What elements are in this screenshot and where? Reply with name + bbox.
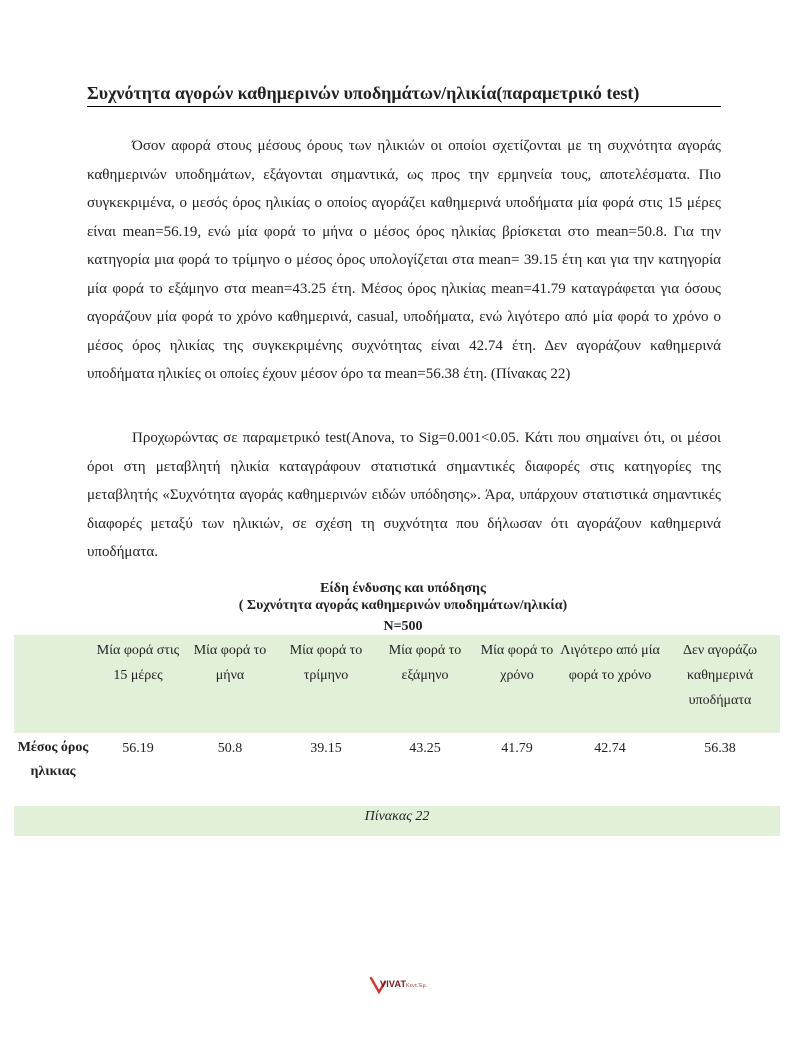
logo-brand: VIVAT xyxy=(380,979,407,989)
table-header-cell: Μία φορά στις 15 μέρες xyxy=(92,635,184,733)
table-header-cell: Μία φορά το μήνα xyxy=(184,635,276,733)
table-caption-sample-size: N=500 xyxy=(383,619,423,634)
row-label: Μέσος όρος ηλικιας xyxy=(17,740,89,779)
paragraph-results-text: Όσον αφορά στους μέσους όρους των ηλικιών οι οποίοι σχετίζονται με τη συχνότητα αγοράς καθημερινών υποδημάτων, εξάγονται σημαντικά, ως προς την ερμηνεία τους, αποτελέσματα. Πιο συγκεκριμένα, ο μεσός όρος ηλικίας ο οποίος αγοράζει καθημερινά υποδήματα μία φορά στις 15 μέρες είναι mean=56.19, ενώ μία φορά το μήνα ο μέσος όρος ηλικίας βρίσκεται στο mean=50.8. Για την κατηγορία μια φορά το τρίμηνο ο μέσος όρος υπολογίζεται στα mean= 39.15 έτη και για την κατηγορία μία φορά το εξάμηνο στα mean=43.25 έτη. Μέσος όρος ηλικίας mean=41.79 καταγράφεται για όσους αγοράζουν μία φορά το χρόνο καθημερινά, casual, υποδήματα, ενώ λιγότερο από μία φορά το χρόνο ο μέσος όρος ηλικίας της συγκεκριμένης συχνότητας είναι 42.74 έτη. Δεν αγοράζουν καθημερινά υποδήματα ηλικίες οι οποίες έχουν μέσον όρο τα mean=56.38 έτη. (Πίνακας 22) xyxy=(87,138,721,382)
table-header-cell: Μία φορά το εξάμηνο xyxy=(376,635,474,733)
results-table xyxy=(14,635,780,836)
table-row xyxy=(14,733,780,806)
table-footer-label: Πίνακας 22 xyxy=(14,806,780,836)
paragraph-anova-text: Προχωρώντας σε παραμετρικό test(Anova, το Sig=0.001<0.05. Κάτι που σημαίνει ότι, οι μέσοι όροι στη μεταβλητή ηλικία καταγράφουν στατιστικά σημαντικές διαφορές στις κατηγορίες της μεταβλητής «Συχνότητα αγοράς καθημερινών ειδών υπόδησης». Άρα, υπάρχουν στατιστικά σημαντικές διαφορές μεταξύ των ηλικιών, σε σχέση τη συχνότητα που δήλωσαν ότι αγοράζουν καθημερινά υποδήματα. xyxy=(87,430,721,560)
table-caption-subtitle: ( Συχνότητα αγοράς καθημερινών υποδημάτων/ηλικία) xyxy=(238,598,568,613)
table-cell: 42.74 xyxy=(594,741,626,756)
table-header-cell: Μία φορά το χρόνο xyxy=(474,635,560,733)
table-header-row xyxy=(14,635,780,733)
table-cell: 43.25 xyxy=(409,741,441,756)
table-cell: 50.8 xyxy=(217,741,243,756)
table-caption-title: Είδη ένδυσης και υπόδησης xyxy=(320,581,486,596)
paragraph-anova xyxy=(87,424,721,567)
table-header-cell: Λιγότερο από μία φορά το χρόνο xyxy=(560,635,660,733)
table-header-empty-cell xyxy=(14,635,92,733)
table-footer-row xyxy=(14,806,780,836)
table-cell: 56.38 xyxy=(704,741,736,756)
table-header-cell: Μία φορά το τρίμηνο xyxy=(276,635,376,733)
table-cell: 41.79 xyxy=(501,741,533,756)
table-header-cell: Δεν αγοράζω καθημερινά υποδήματα xyxy=(660,635,780,733)
table-cell: 39.15 xyxy=(310,741,342,756)
section-heading: Συχνότητα αγορών καθημερινών υποδημάτων/ηλικία(παραμετρικό test) xyxy=(87,81,721,107)
paragraph-results xyxy=(87,132,721,389)
logo-subtext: Κεντ.Έρ. xyxy=(406,983,428,989)
table-cell: 56.19 xyxy=(122,741,154,756)
logo-text xyxy=(380,979,427,989)
